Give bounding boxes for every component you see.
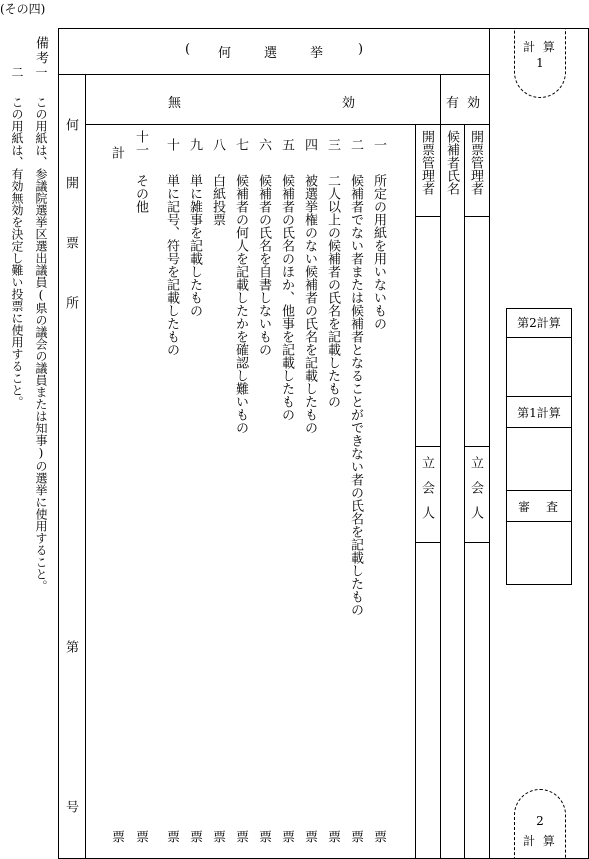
reason-7-text: 候補者の何人を記載したかを確認し難いもの — [233, 174, 248, 434]
reason-11-text: その他 — [133, 174, 148, 213]
page-label: (その四) — [0, 2, 46, 16]
reason-2-num: 二 — [348, 138, 363, 151]
reason-1-num: 一 — [371, 138, 386, 151]
reason-10-text: 単に記号、符号を記載したもの — [164, 174, 179, 356]
note-1-text: この用紙は、参議院選挙区選出議員(県の議会の議員または知事)の選挙に使用すること。 — [34, 96, 48, 592]
review-label: 審 査 — [517, 500, 560, 514]
office-kai: 開 — [63, 176, 78, 189]
reason-3-unit: 票 — [325, 830, 340, 843]
invalid-char-1: 無 — [168, 96, 182, 111]
reason-3-text: 二人以上の候補者の氏名を記載したもの — [325, 174, 340, 408]
first-calc-label: 第1計算 — [517, 406, 561, 420]
reason-7-num: 七 — [233, 138, 248, 151]
valid-manager: 開票管理者 — [468, 130, 483, 195]
note-2-text: この用紙は、有効無効を決定し難い投票に使用すること。 — [10, 96, 24, 408]
office-go: 号 — [63, 800, 78, 813]
calc-table — [506, 308, 572, 585]
reason-3-num: 三 — [325, 138, 340, 151]
invalid-witness: 立会人 — [419, 456, 434, 531]
reason-8-num: 八 — [210, 138, 225, 151]
reason-4-num: 四 — [302, 138, 317, 151]
reason-6-text: 候補者の氏名を自書しないもの — [256, 174, 271, 356]
office-hyo: 票 — [63, 236, 78, 249]
office-top-char: 何 — [63, 118, 78, 131]
reason-5-num: 五 — [279, 138, 294, 151]
reason-9-num: 九 — [187, 138, 202, 151]
valid-header: 有 効 — [446, 96, 483, 111]
calc-1-label: 計 算 — [523, 40, 557, 54]
reason-10-unit: 票 — [164, 830, 179, 843]
invalid-manager: 開票管理者 — [419, 130, 434, 195]
reason-9-text: 単に雑事を記載したもの — [187, 174, 202, 317]
reason-2-text: 候補者でない者または候補者となることができない者の氏名を記載したもの — [348, 174, 363, 616]
calc-2-label: 計 算 — [523, 834, 557, 848]
reason-6-num: 六 — [256, 138, 271, 151]
reason-8-unit: 票 — [210, 830, 225, 843]
note-1-num: 一 — [34, 66, 48, 78]
candidate-name-header: 候補者氏名 — [444, 130, 459, 195]
notes-heading: 備考 — [33, 36, 48, 66]
title-close: ) — [358, 42, 364, 57]
reason-9-unit: 票 — [187, 830, 202, 843]
calc-1-num: 1 — [536, 56, 544, 70]
office-sho: 所 — [63, 296, 78, 309]
invalid-reasons — [88, 130, 414, 856]
valid-witness: 立会人 — [468, 456, 483, 531]
reason-11-unit: 票 — [133, 830, 148, 843]
note-2-num: 二 — [10, 66, 24, 78]
total-unit: 票 — [109, 830, 124, 843]
reason-10-num: 十 — [164, 138, 179, 151]
office-dai: 第 — [63, 640, 78, 653]
total-label: 計 — [109, 146, 124, 159]
title-election: 何 選 挙 — [218, 46, 334, 61]
reason-5-text: 候補者の氏名のほか、他事を記載したもの — [279, 174, 294, 421]
reason-4-text: 被選挙権のない候補者の氏名を記載したもの — [302, 174, 317, 434]
reason-8-text: 白紙投票 — [210, 174, 225, 226]
reason-5-unit: 票 — [279, 830, 294, 843]
reason-1-unit: 票 — [371, 830, 386, 843]
reason-6-unit: 票 — [256, 830, 271, 843]
second-calc-label: 第2計算 — [517, 316, 561, 330]
calc-2-num: 2 — [536, 814, 544, 828]
invalid-char-2: 効 — [342, 96, 356, 111]
reason-2-unit: 票 — [348, 830, 363, 843]
reason-4-unit: 票 — [302, 830, 317, 843]
reason-11-num: 十一 — [133, 130, 148, 156]
title-open: ( — [185, 42, 191, 57]
reason-1-text: 所定の用紙を用いないもの — [371, 174, 386, 330]
reason-7-unit: 票 — [233, 830, 248, 843]
